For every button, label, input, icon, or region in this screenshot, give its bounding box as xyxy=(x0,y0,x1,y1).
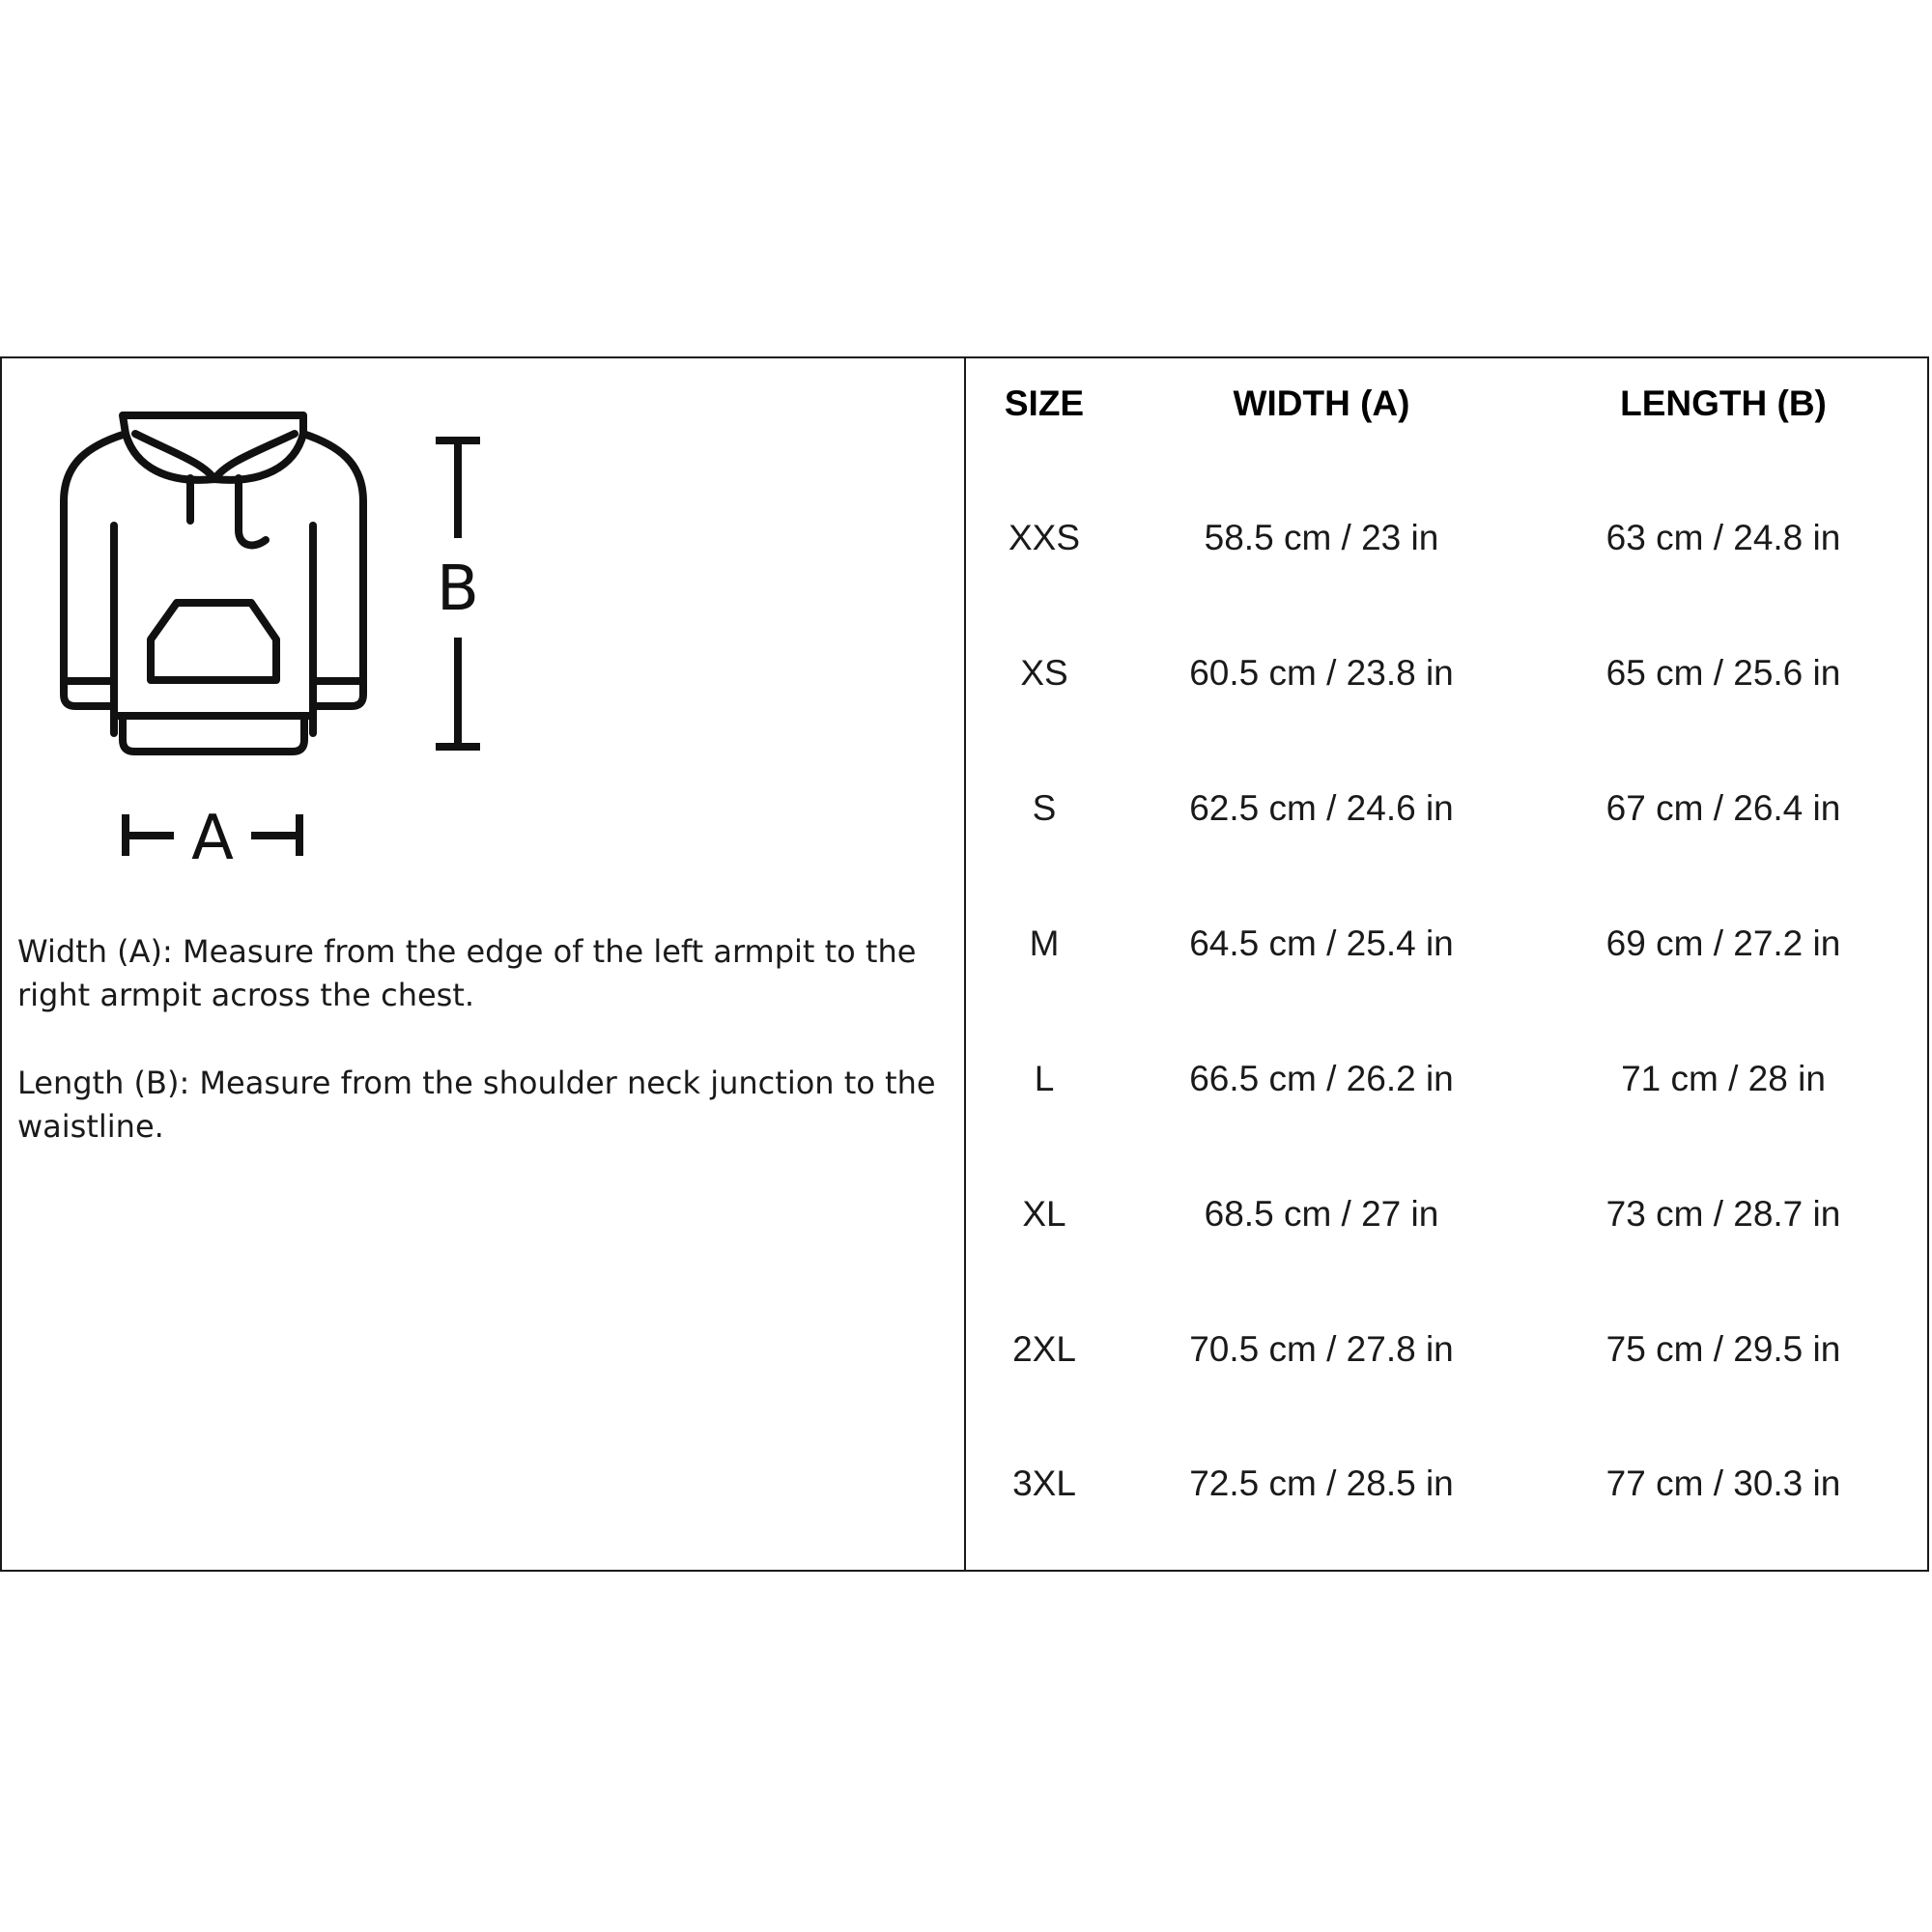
length-description: Length (B): Measure from the shoulder neck junction to the waistline. xyxy=(17,1065,936,1145)
size-cell: XXS xyxy=(1008,518,1081,557)
header-width: WIDTH (A) xyxy=(1233,384,1410,423)
length-cell: 65 cm / 25.6 in xyxy=(1605,653,1841,693)
width-cell: 58.5 cm / 23 in xyxy=(1204,518,1439,557)
width-cell: 62.5 cm / 24.6 in xyxy=(1189,788,1454,828)
size-cell: XL xyxy=(1022,1194,1066,1234)
size-cell: XS xyxy=(1020,653,1068,693)
hoodie-icon xyxy=(64,415,363,752)
label-a: A xyxy=(191,803,234,874)
width-cell: 66.5 cm / 26.2 in xyxy=(1189,1059,1454,1098)
width-cell: 70.5 cm / 27.8 in xyxy=(1189,1329,1454,1369)
size-cell: M xyxy=(1029,923,1060,963)
length-cell: 71 cm / 28 in xyxy=(1621,1059,1826,1098)
measurement-diagram xyxy=(0,356,962,897)
size-cell: L xyxy=(1034,1059,1055,1098)
size-cell: 2XL xyxy=(1012,1329,1076,1369)
length-cell: 73 cm / 28.7 in xyxy=(1605,1194,1841,1234)
width-cell: 68.5 cm / 27 in xyxy=(1204,1194,1439,1234)
header-size: SIZE xyxy=(1004,384,1085,423)
length-cell: 67 cm / 26.4 in xyxy=(1605,788,1841,828)
width-description: Width (A): Measure from the edge of the left armpit to the right armpit across the chest. xyxy=(17,933,917,1013)
length-cell: 63 cm / 24.8 in xyxy=(1605,518,1841,557)
length-cell: 69 cm / 27.2 in xyxy=(1605,923,1841,963)
width-cell: 72.5 cm / 28.5 in xyxy=(1189,1463,1454,1503)
width-cell: 60.5 cm / 23.8 in xyxy=(1189,653,1454,693)
length-cell: 77 cm / 30.3 in xyxy=(1605,1463,1841,1503)
hoodie-diagram xyxy=(0,356,962,897)
length-cell: 75 cm / 29.5 in xyxy=(1605,1329,1841,1369)
width-cell: 64.5 cm / 25.4 in xyxy=(1189,923,1454,963)
size-cell: S xyxy=(1032,788,1057,828)
size-cell: 3XL xyxy=(1012,1463,1076,1503)
label-b: B xyxy=(437,554,479,625)
header-length: LENGTH (B) xyxy=(1620,384,1827,423)
